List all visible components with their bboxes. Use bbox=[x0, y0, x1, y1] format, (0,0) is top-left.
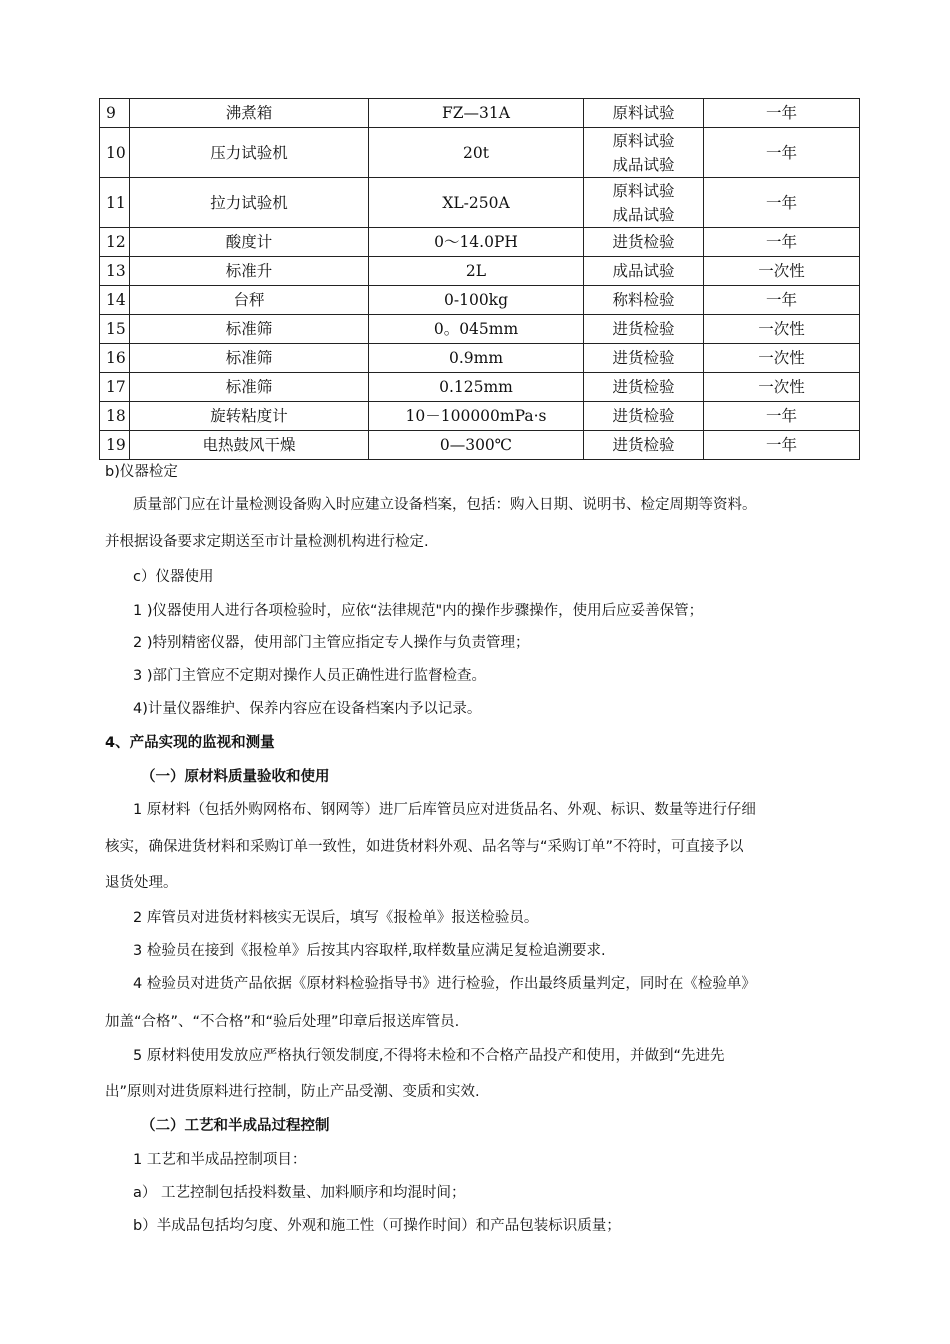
cell-number: 15 bbox=[100, 315, 130, 344]
cell-period: 一年 bbox=[704, 228, 860, 257]
cell-number: 19 bbox=[100, 431, 130, 460]
cell-spec: 0-100kg bbox=[369, 286, 584, 315]
cell-number: 14 bbox=[100, 286, 130, 315]
cell-spec: FZ—31A bbox=[369, 99, 584, 128]
cell-purpose bbox=[584, 402, 704, 431]
cell-spec: XL-250A bbox=[369, 178, 584, 228]
cell-equipment-name: 沸煮箱 bbox=[130, 99, 369, 128]
purpose-line: 成品试验 bbox=[612, 262, 675, 280]
purpose-line: 进货检验 bbox=[612, 407, 675, 425]
cell-spec: 2L bbox=[369, 257, 584, 286]
table-row bbox=[100, 128, 860, 178]
section-c-title: c）仪器使用 bbox=[133, 569, 214, 585]
section-c-item-1: 1 )仪器使用人进行各项检验时，应依“法律规范"内的操作步骤操作，使用后应妥善保管； bbox=[133, 603, 704, 619]
cell-equipment-name: 酸度计 bbox=[130, 228, 369, 257]
cell-period: 一年 bbox=[704, 99, 860, 128]
cell-period: 一年 bbox=[704, 431, 860, 460]
paragraph-1-line-3: 退货处理。 bbox=[105, 875, 178, 891]
cell-purpose bbox=[584, 286, 704, 315]
cell-spec: 0～14.0PH bbox=[369, 228, 584, 257]
paragraph-4-line-1: 4 检验员对进货产品依据《原材料检验指导书》进行检验，作出最终质量判定，同时在《检验单》 bbox=[133, 976, 756, 992]
cell-purpose bbox=[584, 315, 704, 344]
cell-spec: 0.9mm bbox=[369, 344, 584, 373]
purpose-line: 进货检验 bbox=[612, 436, 675, 454]
section-b-title: b)仪器检定 bbox=[105, 464, 178, 480]
paragraph-1-line-1: 1 原材料（包括外购网格布、钢网等）进厂后库管员应对进货品名、外观、标识、数量等进行仔细 bbox=[133, 802, 756, 818]
purpose-line: 原料试验 bbox=[612, 131, 675, 150]
control-item-a: a） 工艺控制包括投料数量、加料顺序和均混时间； bbox=[133, 1185, 466, 1201]
cell-number: 10 bbox=[100, 128, 130, 178]
cell-equipment-name: 压力试验机 bbox=[130, 128, 369, 178]
cell-purpose bbox=[584, 228, 704, 257]
cell-equipment-name: 标准筛 bbox=[130, 344, 369, 373]
cell-period: 一年 bbox=[704, 128, 860, 178]
cell-spec: 10－100000mPa·s bbox=[369, 402, 584, 431]
cell-period: 一年 bbox=[704, 402, 860, 431]
equipment-table bbox=[99, 98, 860, 460]
cell-period: 一年 bbox=[704, 286, 860, 315]
cell-number: 13 bbox=[100, 257, 130, 286]
cell-number: 16 bbox=[100, 344, 130, 373]
table-row bbox=[100, 286, 860, 315]
cell-spec: 0.125mm bbox=[369, 373, 584, 402]
section-c-item-4: 4)计量仪器维护、保养内容应在设备档案内予以记录。 bbox=[133, 701, 482, 717]
purpose-line: 成品试验 bbox=[612, 155, 675, 174]
cell-equipment-name: 标准升 bbox=[130, 257, 369, 286]
cell-purpose bbox=[584, 128, 704, 178]
cell-purpose bbox=[584, 344, 704, 373]
cell-equipment-name: 台秤 bbox=[130, 286, 369, 315]
cell-period: 一年 bbox=[704, 178, 860, 228]
cell-equipment-name: 电热鼓风干燥 bbox=[130, 431, 369, 460]
cell-number: 12 bbox=[100, 228, 130, 257]
cell-number: 17 bbox=[100, 373, 130, 402]
cell-equipment-name: 旋转粘度计 bbox=[130, 402, 369, 431]
cell-purpose bbox=[584, 178, 704, 228]
purpose-line: 原料试验 bbox=[612, 181, 675, 200]
cell-purpose bbox=[584, 99, 704, 128]
table-row bbox=[100, 257, 860, 286]
cell-number: 9 bbox=[100, 99, 130, 128]
paragraph-5-line-2: 出”原则对进货原料进行控制，防止产品受潮、变质和实效. bbox=[105, 1084, 480, 1100]
purpose-line: 进货检验 bbox=[612, 233, 675, 251]
purpose-line: 成品试验 bbox=[612, 205, 675, 224]
cell-number: 18 bbox=[100, 402, 130, 431]
section-b-paragraph-line-2: 并根据设备要求定期送至市计量检测机构进行检定. bbox=[105, 534, 429, 550]
cell-purpose bbox=[584, 373, 704, 402]
table-row bbox=[100, 344, 860, 373]
cell-period: 一次性 bbox=[704, 315, 860, 344]
table-row bbox=[100, 228, 860, 257]
cell-period: 一次性 bbox=[704, 257, 860, 286]
cell-equipment-name: 拉力试验机 bbox=[130, 178, 369, 228]
cell-spec: 0。045mm bbox=[369, 315, 584, 344]
paragraph-2: 2 库管员对进货材料核实无误后，填写《报检单》报送检验员。 bbox=[133, 910, 539, 926]
paragraph-1-line-2: 核实，确保进货材料和采购订单一致性，如进货材料外观、品名等与“采购订单”不符时，可直接予以 bbox=[105, 839, 744, 855]
purpose-line: 称料检验 bbox=[612, 291, 675, 309]
subsection-2-heading: （二）工艺和半成品过程控制 bbox=[141, 1118, 330, 1134]
cell-purpose bbox=[584, 257, 704, 286]
purpose-line: 进货检验 bbox=[612, 349, 675, 367]
table-row bbox=[100, 373, 860, 402]
section-4-heading: 4、产品实现的监视和测量 bbox=[105, 735, 275, 751]
cell-spec: 0—300℃ bbox=[369, 431, 584, 460]
cell-spec: 20t bbox=[369, 128, 584, 178]
purpose-line: 进货检验 bbox=[612, 378, 675, 396]
cell-number: 11 bbox=[100, 178, 130, 228]
table-row bbox=[100, 402, 860, 431]
purpose-line: 进货检验 bbox=[612, 320, 675, 338]
control-items-intro: 1 工艺和半成品控制项目： bbox=[133, 1152, 307, 1168]
table-row bbox=[100, 99, 860, 128]
section-c-item-3: 3 )部门主管应不定期对操作人员正确性进行监督检查。 bbox=[133, 668, 486, 684]
control-item-b: b）半成品包括均匀度、外观和施工性（可操作时间）和产品包装标识质量； bbox=[133, 1218, 621, 1234]
cell-equipment-name: 标准筛 bbox=[130, 315, 369, 344]
cell-equipment-name: 标准筛 bbox=[130, 373, 369, 402]
section-b-paragraph-line-1: 质量部门应在计量检测设备购入时应建立设备档案，包括：购入日期、说明书、检定周期等资料。 bbox=[133, 497, 757, 513]
paragraph-3: 3 检验员在接到《报检单》后按其内容取样,取样数量应满足复检追溯要求. bbox=[133, 943, 606, 959]
section-c-item-2: 2 )特别精密仪器，使用部门主管应指定专人操作与负责管理； bbox=[133, 635, 530, 651]
cell-period: 一次性 bbox=[704, 373, 860, 402]
table-row bbox=[100, 315, 860, 344]
purpose-line: 原料试验 bbox=[612, 104, 675, 122]
paragraph-5-line-1: 5 原材料使用发放应严格执行领发制度,不得将未检和不合格产品投产和使用，并做到“先进先 bbox=[133, 1048, 725, 1064]
table-row bbox=[100, 431, 860, 460]
table-row bbox=[100, 178, 860, 228]
cell-period: 一次性 bbox=[704, 344, 860, 373]
paragraph-4-line-2: 加盖“合格”、“不合格”和“验后处理”印章后报送库管员. bbox=[105, 1014, 460, 1030]
cell-purpose bbox=[584, 431, 704, 460]
subsection-1-heading: （一）原材料质量验收和使用 bbox=[141, 769, 330, 785]
